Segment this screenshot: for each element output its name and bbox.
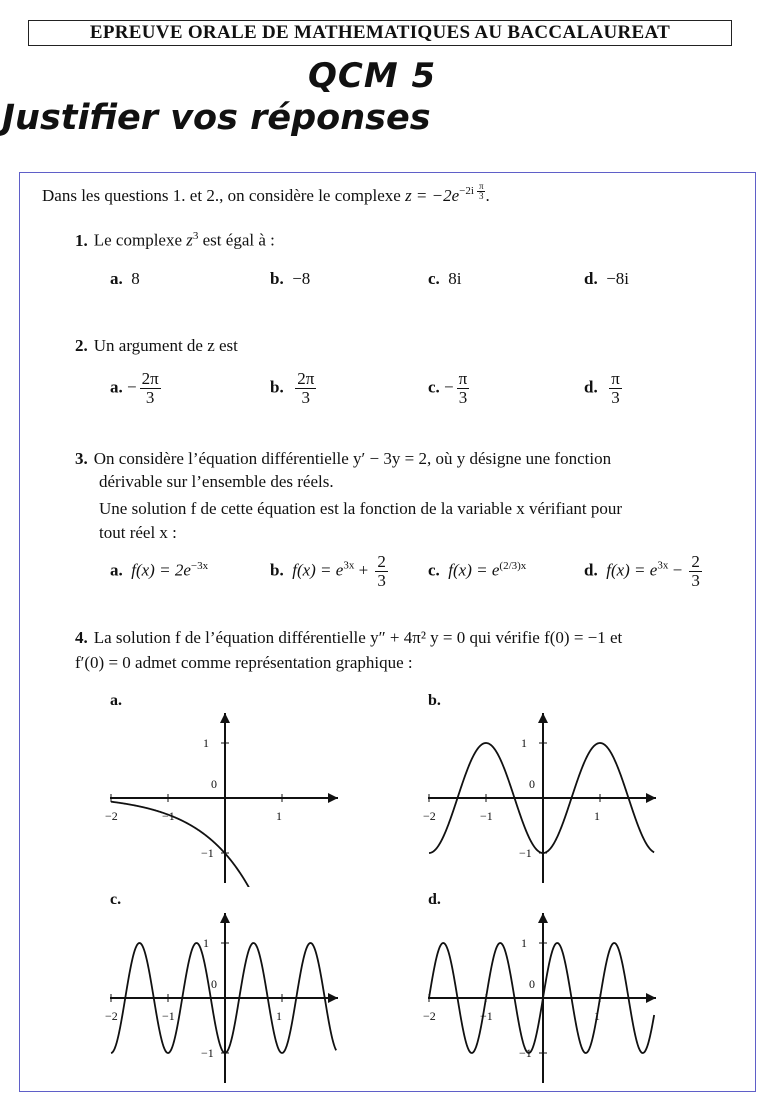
- y-tick-label: −1: [519, 846, 532, 860]
- graph-b-label: b.: [428, 692, 441, 709]
- y-axis-arrow: [220, 913, 230, 923]
- x-tick-label: −2: [423, 809, 436, 823]
- x-tick-label: −1: [162, 809, 175, 823]
- q3-line-4: tout réel x :: [99, 523, 177, 542]
- y-tick-label: 1: [521, 736, 527, 750]
- q1-option-c: c. 8i: [428, 269, 462, 288]
- x-axis-arrow: [646, 793, 656, 803]
- question-3: 3. On considère l’équation différentielle y′ − 3y = 2, où y désigne une fonction: [75, 449, 612, 468]
- x-tick-label: 0: [529, 777, 535, 791]
- exam-banner: EPREUVE ORALE DE MATHEMATIQUES AU BACCALAUREAT: [28, 20, 732, 46]
- y-axis-arrow: [220, 713, 230, 723]
- x-tick-label: 1: [276, 1009, 282, 1023]
- qcm-title: QCM 5: [308, 56, 437, 96]
- graph-d: [418, 905, 668, 1087]
- q2-option-a: a. − $\frac{2\pi}{3}$: [110, 369, 159, 407]
- q3-option-c: c. $f(x) = e^{(2/3)x}$: [428, 560, 527, 580]
- x-axis-arrow: [328, 793, 338, 803]
- x-tick-label: −2: [105, 1009, 118, 1023]
- y-axis-arrow: [538, 913, 548, 923]
- q4-line-2: f′(0) = 0 admet comme représentation graphique :: [75, 653, 413, 672]
- graph-a-label: a.: [110, 692, 122, 709]
- q2-option-b: b. $\frac{2\pi}{3}$: [270, 369, 315, 407]
- q3-line-3: Une solution f de cette équation est la fonction de la variable x vérifiant pour: [99, 499, 623, 518]
- x-tick-label: 1: [594, 809, 600, 823]
- q1-option-b: b. −8: [270, 269, 311, 288]
- q3-option-d: d. $f(x) = e^{3x}$ − $\frac{2}{3}$: [584, 552, 700, 590]
- q3-option-b: b. $f(x) = e^{3x}$ + $\frac{2}{3}$: [270, 552, 386, 590]
- x-tick-label: −1: [162, 1009, 175, 1023]
- graph-a: [100, 705, 350, 887]
- graph-c-label: c.: [110, 891, 122, 908]
- q3-option-a: a. $f(x) = 2e^{-3x}$: [110, 560, 209, 580]
- y-tick-label: 1: [521, 936, 527, 950]
- q1-option-d: d. −8i: [584, 269, 630, 288]
- question-1: 1. Le complexe $z^3$ est égal à :: [75, 230, 275, 250]
- x-tick-label: 0: [211, 977, 217, 991]
- intro-text: Dans les questions 1. et 2., on considère le complexe $z = -2e^{-2i \frac{\pi}{3}}$ .: [42, 181, 490, 206]
- x-tick-label: −2: [423, 1009, 436, 1023]
- q1-option-a: a. 8: [110, 269, 140, 288]
- x-tick-label: 0: [211, 777, 217, 791]
- y-tick-label: 1: [203, 936, 209, 950]
- y-tick-label: 1: [203, 736, 209, 750]
- x-axis-arrow: [328, 993, 338, 1003]
- y-tick-label: −1: [201, 1046, 214, 1060]
- q2-option-d: d. $\frac{\pi}{3}$: [584, 369, 620, 407]
- curve: [111, 802, 251, 887]
- question-4: 4. La solution f de l’équation différentielle y″ + 4π² y = 0 qui vérifie f(0) = −1 et: [75, 628, 623, 647]
- x-tick-label: 0: [529, 977, 535, 991]
- x-tick-label: −2: [105, 809, 118, 823]
- x-tick-label: 1: [594, 1009, 600, 1023]
- x-axis-arrow: [646, 993, 656, 1003]
- y-tick-label: −1: [201, 846, 214, 860]
- graph-c: [100, 905, 350, 1087]
- graph-b: [418, 705, 668, 887]
- instruction-title: Justifier vos réponses: [2, 98, 431, 138]
- x-tick-label: −1: [480, 1009, 493, 1023]
- q3-line-2: dérivable sur l’ensemble des réels.: [99, 472, 334, 491]
- graph-d-label: d.: [428, 891, 441, 908]
- x-tick-label: 1: [276, 809, 282, 823]
- y-axis-arrow: [538, 713, 548, 723]
- x-tick-label: −1: [480, 809, 493, 823]
- question-2: 2. Un argument de z est: [75, 336, 238, 355]
- q2-option-c: c. − $\frac{\pi}{3}$: [428, 369, 468, 407]
- y-tick-label: −1: [519, 1046, 532, 1060]
